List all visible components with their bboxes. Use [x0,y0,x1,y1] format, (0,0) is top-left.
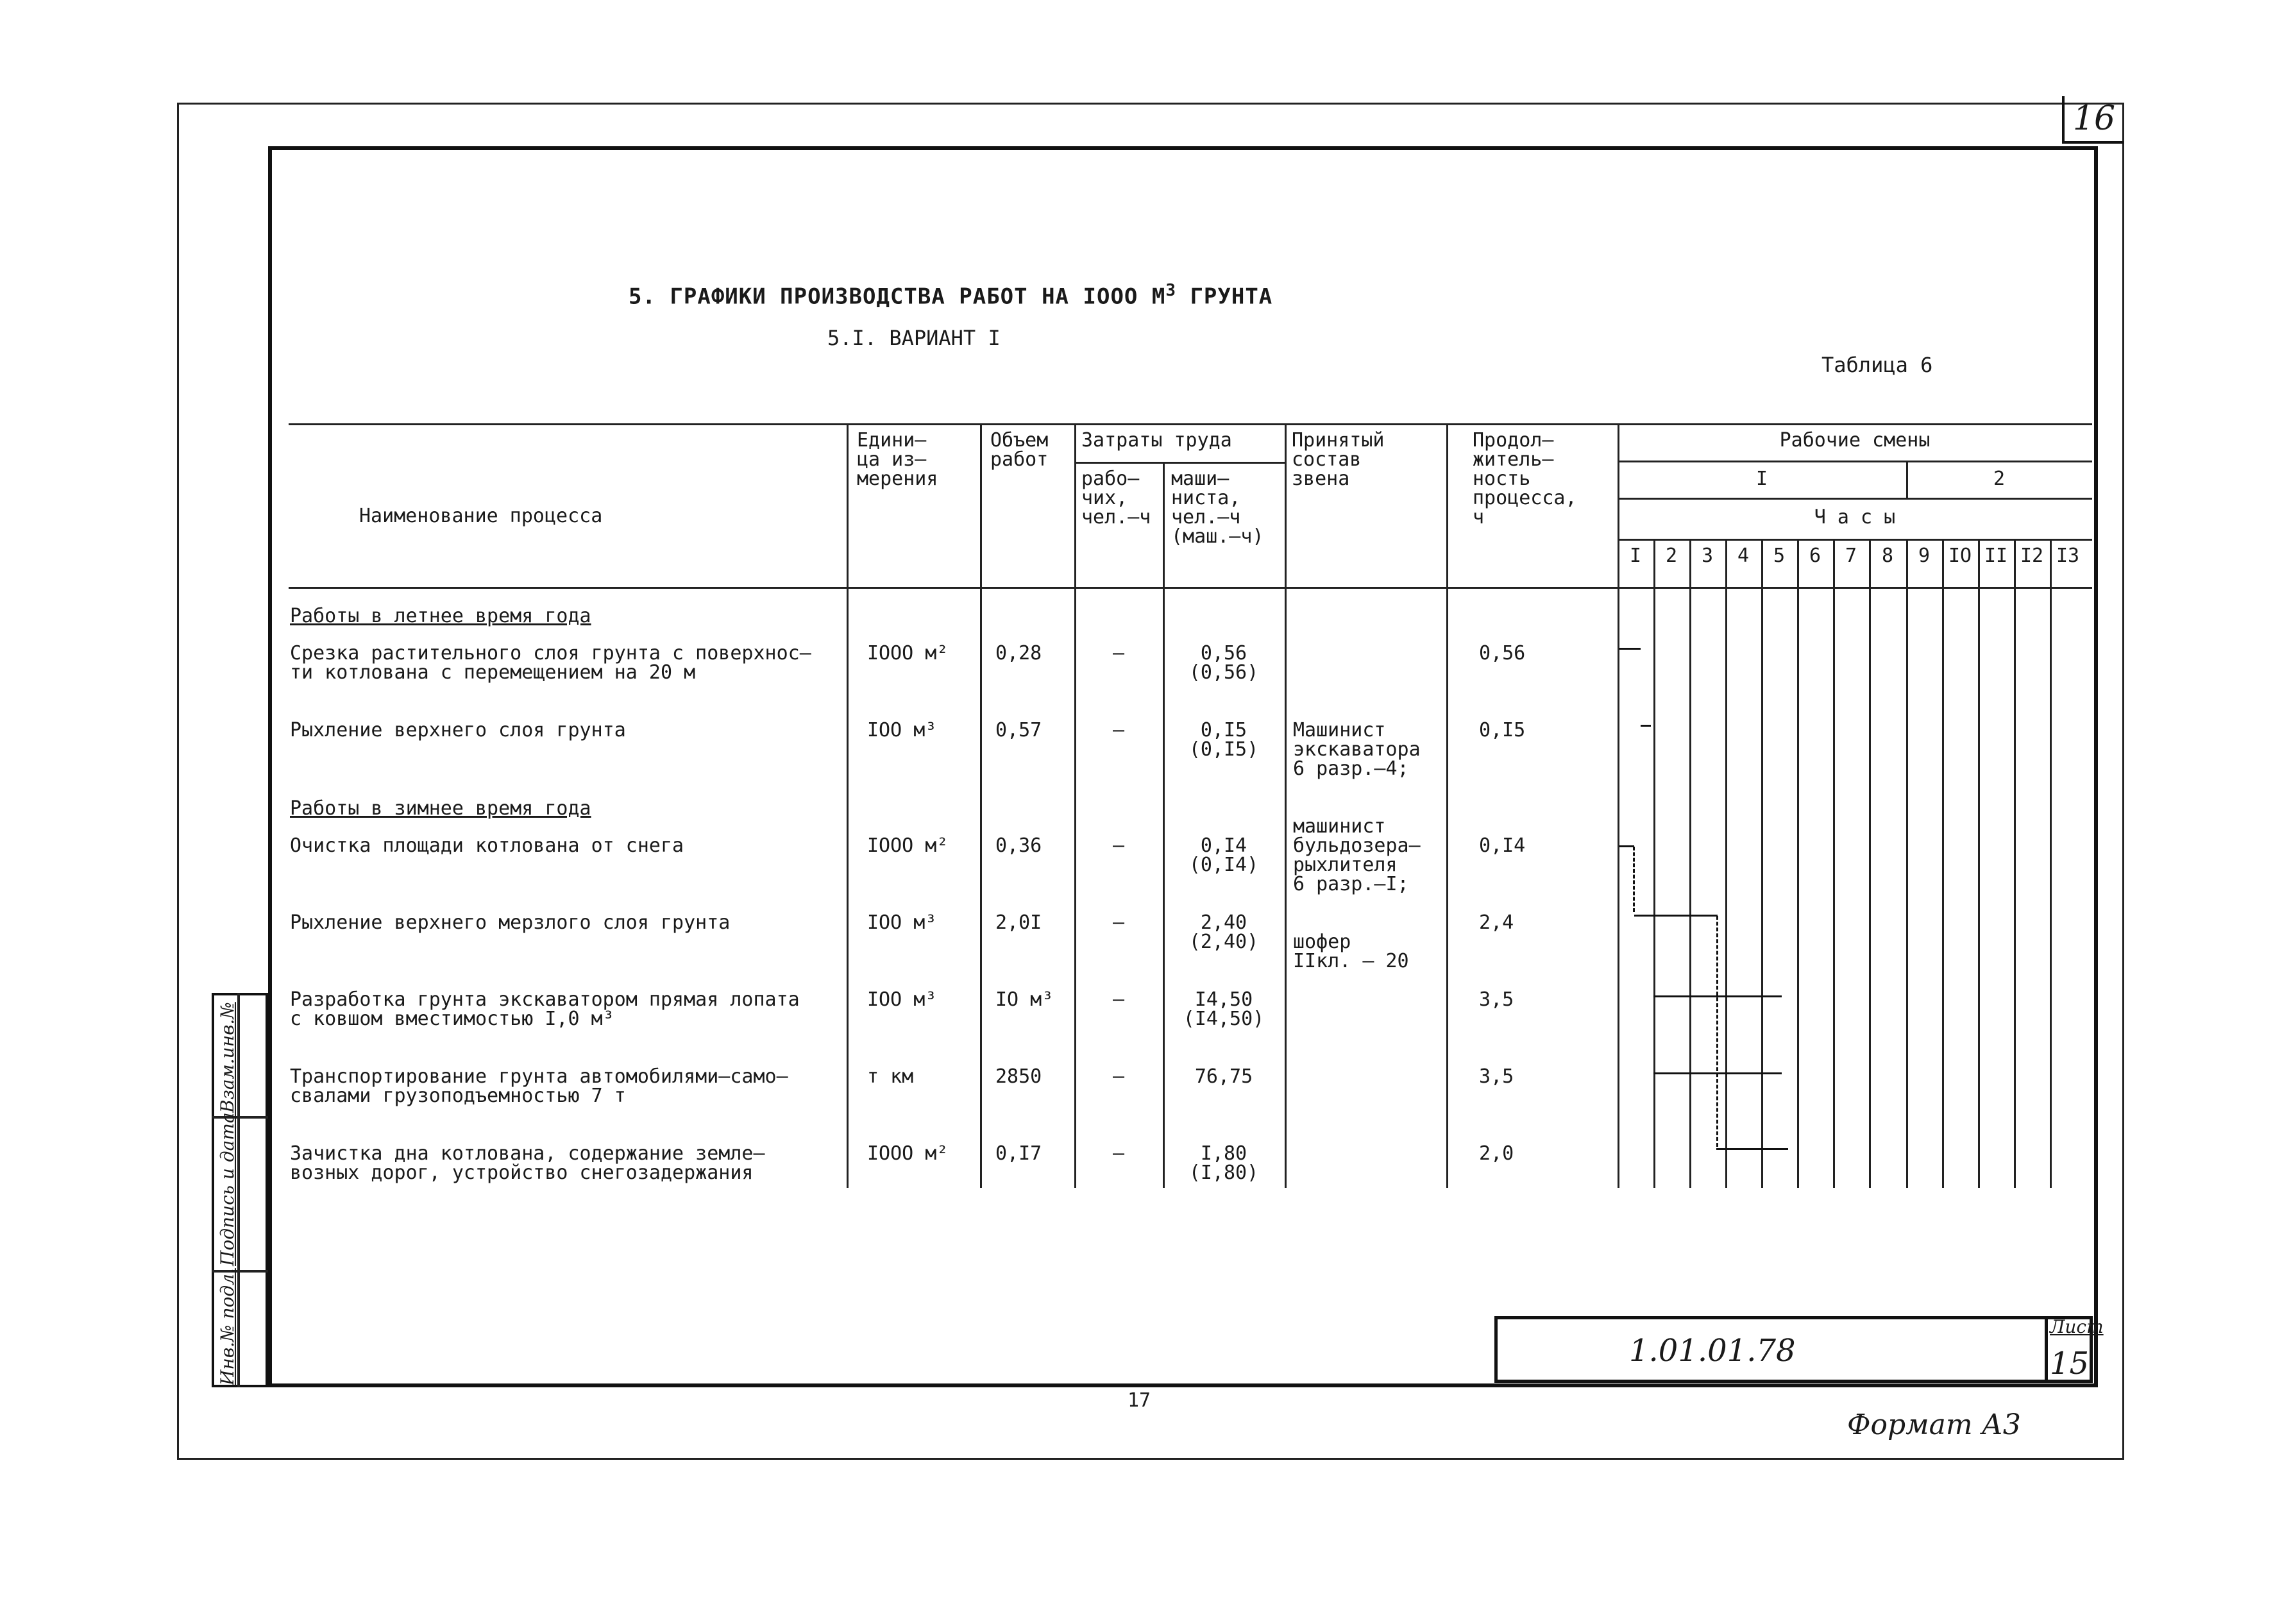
row-volume: 0,36 [995,834,1042,857]
row-name: Рыхление верхнего мерзлого слоя грунта [290,911,731,934]
header-name: Наименование процесса [359,505,603,527]
row-machinist: I4,50 (I4,50) [1183,988,1265,1030]
hour-col-label: 7 [1845,545,1857,567]
corner-sheet-number: 16 [2062,96,2124,144]
row-workers: – [1112,911,1125,934]
row-machinist: 2,40 (2,40) [1188,911,1259,953]
header-shifts: Рабочие смены [1779,429,1931,452]
page-number: 17 [1128,1389,1151,1412]
row-volume: IO м³ [995,988,1054,1011]
section-summer: Работы в летнее время года [290,605,591,627]
gantt-link [1716,916,1718,1147]
header-bottom-line [289,587,2092,589]
row-volume: 0,28 [995,642,1042,664]
row-volume: 2,0I [995,911,1042,934]
row-workers: – [1112,1065,1125,1088]
row-machinist: 0,56 (0,56) [1188,642,1259,684]
hour-col-label: 2 [1665,545,1678,567]
row-name: Транспортирование грунта автомобилями–само– свалами грузоподъемностью 7 т [290,1065,788,1107]
row-name: Разработка грунта экскаватором прямая лопата с ковшом вместимостью I,0 м³ [290,988,800,1030]
gantt-bar [1716,1148,1788,1150]
hour-divider [2050,539,2052,1188]
row-machinist: 0,I5 (0,I5) [1188,719,1259,761]
row-volume: 2850 [995,1065,1042,1088]
hourcols-subline [1618,539,2092,541]
hour-divider [2014,539,2016,1188]
row-unit: IOO м³ [867,988,937,1011]
side-text-inv: Инв.№ подл. [217,1268,238,1385]
table-number: Таблица 6 [1821,353,1933,377]
col-divider-duration [1446,423,1448,1188]
row-machinist: 76,75 [1194,1065,1253,1088]
crew-note-summer: Машинист экскаватора 6 разр.–4; [1293,719,1421,780]
format-note: Формат А3 [1847,1408,2021,1441]
gantt-bar [1641,725,1651,727]
side-text-signature: Подпись и дата [217,1112,238,1266]
stamp-divider [2045,1316,2048,1383]
hour-col-label: 4 [1737,545,1750,567]
hour-col-label: I3 [2056,545,2080,567]
hour-divider [1797,539,1799,1188]
row-workers: – [1112,834,1125,857]
header-shift-1: I [1755,468,1768,490]
col-divider-unit [847,423,849,1188]
row-unit: IOOO м² [867,1142,949,1165]
row-duration: 2,4 [1479,911,1514,934]
row-unit: IOOO м² [867,642,949,664]
hour-col-label: 9 [1918,545,1931,567]
hour-divider [1689,539,1691,1188]
gantt-link [1633,847,1635,912]
header-volume: Объем работ [990,429,1049,471]
row-volume: 0,I7 [995,1142,1042,1165]
title-text: 5. ГРАФИКИ ПРОИЗВОДСТВА РАБОТ НА IOOO М [629,283,1166,310]
hour-divider [1978,539,1980,1188]
page-title [629,281,1272,309]
hour-col-label: 5 [1773,545,1786,567]
row-unit: IOO м³ [867,719,937,741]
row-workers: – [1112,642,1125,664]
gantt-bar [1653,995,1782,997]
header-labor: Затраты труда [1081,429,1232,452]
header-shift-2: 2 [1993,468,2006,490]
crew-note-winter-1: машинист бульдозера– рыхлителя 6 разр.–I; [1293,815,1421,895]
sheet-label: Лист [2050,1316,2104,1337]
hours-subline [1618,498,2092,500]
header-hours: Ч а с ы [1814,506,1896,529]
hour-col-label: IO [1948,545,1972,567]
row-name: Зачистка дна котлована, содержание земле– возных дорог, устройство снегозадержания [290,1142,765,1184]
row-duration: 3,5 [1479,1065,1514,1088]
gantt-bar [1653,1072,1782,1074]
hour-col-label: I2 [2020,545,2044,567]
header-workers: рабо– чих, чел.–ч [1081,468,1151,529]
side-text-replace: Взам.инв.№ [217,1002,238,1113]
row-unit: IOOO м² [867,834,949,857]
header-unit: Едини– ца из– мерения [857,429,938,490]
labor-subline [1074,462,1286,464]
hour-col-label: 6 [1809,545,1821,567]
col-divider-gantt [1618,423,1619,1188]
crew-note-winter-2: шофер IIкл. – 20 [1293,931,1409,972]
gantt-bar [1619,648,1641,650]
row-volume: 0,57 [995,719,1042,741]
hour-col-label: 8 [1881,545,1894,567]
hour-divider [1906,539,1908,1188]
hour-divider [1833,539,1835,1188]
table-top-line [289,423,2092,425]
row-unit: т км [867,1065,914,1088]
hour-divider [1761,539,1763,1188]
row-name: Рыхление верхнего слоя грунта [290,719,626,741]
row-unit: IOO м³ [867,911,937,934]
hour-divider [1653,539,1655,1188]
row-workers: – [1112,719,1125,741]
row-duration: 3,5 [1479,988,1514,1011]
hour-divider [1942,539,1944,1188]
hour-divider [1725,539,1727,1188]
hour-col-label: 3 [1701,545,1714,567]
col-divider-volume [980,423,982,1188]
header-duration: Продол– житель– ность процесса, ч [1473,429,1577,529]
row-workers: – [1112,1142,1125,1165]
title-sup: 3 [1165,281,1176,300]
page-subtitle: 5.I. ВАРИАНТ I [827,326,1001,350]
gantt-bar [1634,915,1718,917]
header-crew: Принятый состав звена [1292,429,1385,490]
row-name: Очистка площади котлована от снега [290,834,684,857]
row-duration: 0,I5 [1479,719,1526,741]
shift-subline [1618,461,2092,462]
header-machinist: маши– ниста, чел.–ч (маш.–ч) [1171,468,1264,548]
inner-frame [268,146,2098,1387]
row-machinist: 0,I4 (0,I4) [1188,834,1259,876]
row-workers: – [1112,988,1125,1011]
col-divider-crew [1285,423,1287,1188]
hour-divider [1869,539,1871,1188]
row-name: Срезка растительного слоя грунта с поверхнос– ти котлована с перемещением на 20 м [290,642,811,684]
gantt-bar [1619,845,1634,847]
document-code: 1.01.01.78 [1629,1333,1796,1369]
row-duration: 0,56 [1479,642,1526,664]
hour-col-label: II [1984,545,2008,567]
hour-col-label: I [1629,545,1642,567]
row-machinist: I,80 (I,80) [1188,1142,1259,1184]
row-duration: 0,I4 [1479,834,1526,857]
section-winter: Работы в зимнее время года [290,797,591,820]
sheet-number: 15 [2050,1346,2090,1382]
row-duration: 2,0 [1479,1142,1514,1165]
title-text-after: ГРУНТА [1176,283,1273,310]
